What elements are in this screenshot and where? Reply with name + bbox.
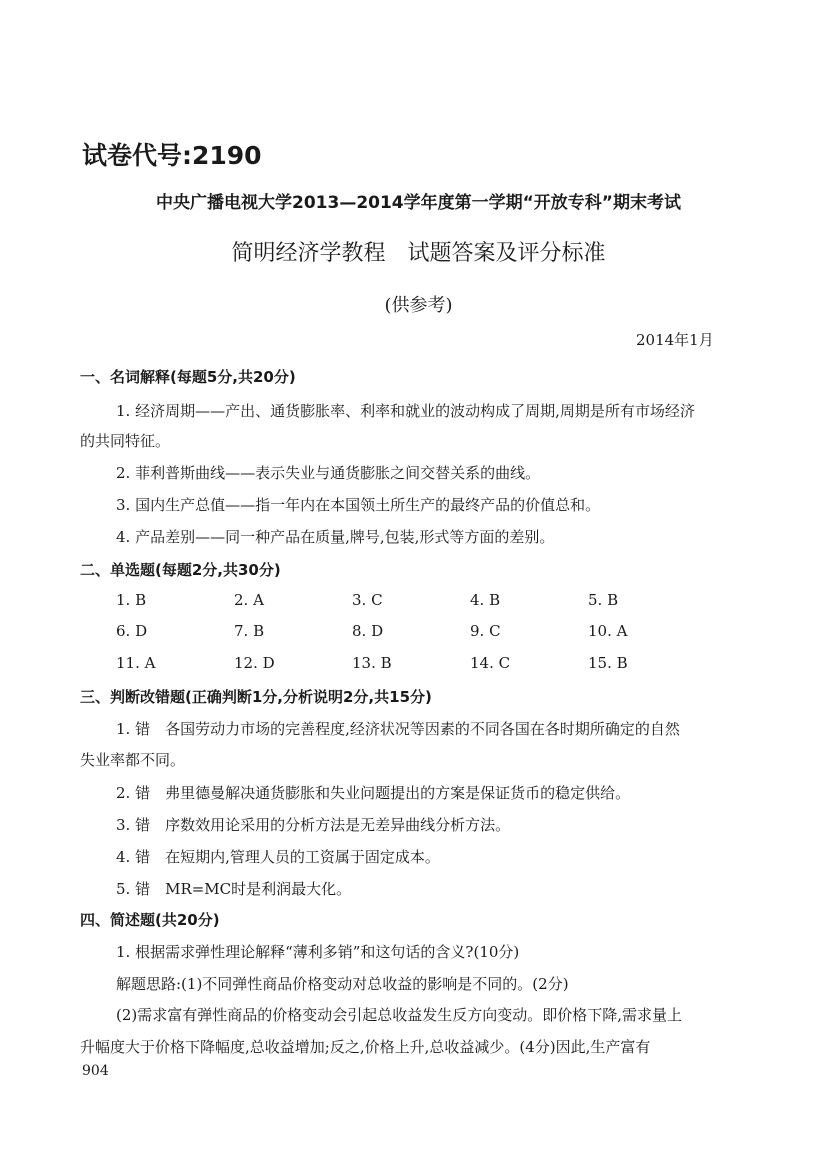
mc-answer: 6. D xyxy=(116,622,148,640)
section-4-line: 升幅度大于价格下降幅度,总收益增加;反之,价格上升,总收益减少。(4分)因此,生产富有 xyxy=(80,1038,651,1056)
mc-answer: 14. C xyxy=(470,654,511,672)
mc-answer: 5. B xyxy=(588,591,619,609)
section-2-heading: 二、单选题(每题2分,共30分) xyxy=(80,561,281,579)
answer-key-title: 试题答案及评分标准 xyxy=(407,241,606,266)
paper-code: 试卷代号:2190 xyxy=(82,141,262,170)
section-1-line: 的共同特征。 xyxy=(80,432,171,450)
document-title xyxy=(0,236,837,267)
course-title: 简明经济学教程 xyxy=(231,241,386,266)
mc-answer: 13. B xyxy=(352,654,392,672)
mc-answer: 3. C xyxy=(352,591,383,609)
section-1-line: 3. 国内生产总值——指一年内在本国领土所生产的最终产品的价值总和。 xyxy=(116,496,601,514)
mc-answer: 11. A xyxy=(116,654,156,672)
mc-answer: 8. D xyxy=(352,622,384,640)
university-exam-line: 中央广播电视大学2013—2014学年度第一学期“开放专科”期末考试 xyxy=(156,193,681,213)
mc-answer: 4. B xyxy=(470,591,501,609)
mc-answer: 1. B xyxy=(116,591,147,609)
section-4-line: 解题思路:(1)不同弹性商品价格变动对总收益的影响是不同的。(2分) xyxy=(116,975,569,993)
mc-answer: 12. D xyxy=(234,654,275,672)
page-number: 904 xyxy=(82,1063,109,1079)
section-1-heading: 一、名词解释(每题5分,共20分) xyxy=(80,368,296,386)
section-3-heading: 三、判断改错题(正确判断1分,分析说明2分,共15分) xyxy=(80,688,432,706)
mc-answer: 10. A xyxy=(588,622,628,640)
section-1-line: 4. 产品差别——同一种产品在质量,牌号,包装,形式等方面的差别。 xyxy=(116,528,555,546)
section-4-line: 1. 根据需求弹性理论解释“薄利多销”和这句话的含义?(10分) xyxy=(116,943,520,961)
section-3-line: 4. 错 在短期内,管理人员的工资属于固定成本。 xyxy=(116,848,440,866)
section-3-line: 3. 错 序数效用论采用的分析方法是无差异曲线分析方法。 xyxy=(116,816,511,834)
section-3-line: 1. 错 各国劳动力市场的完善程度,经济状况等因素的不同各国在各时期所确定的自然 xyxy=(116,720,680,738)
mc-answer: 9. C xyxy=(470,622,501,640)
section-4-heading: 四、简述题(共20分) xyxy=(80,911,220,929)
section-3-line: 失业率都不同。 xyxy=(80,751,186,769)
section-1-line: 1. 经济周期——产出、通货膨胀率、利率和就业的波动构成了周期,周期是所有市场经济 xyxy=(116,402,695,420)
reference-note: (供参考) xyxy=(384,295,453,316)
mc-answer: 15. B xyxy=(588,654,628,672)
mc-answer: 7. B xyxy=(234,622,265,640)
section-4-line: (2)需求富有弹性商品的价格变动会引起总收益发生反方向变动。即价格下降,需求量上 xyxy=(116,1006,683,1024)
section-3-line: 5. 错 MR=MC时是利润最大化。 xyxy=(116,880,352,898)
section-3-line: 2. 错 弗里德曼解决通货膨胀和失业问题提出的方案是保证货币的稳定供给。 xyxy=(116,784,631,802)
exam-date: 2014年1月 xyxy=(636,331,714,349)
mc-answer: 2. A xyxy=(234,591,264,609)
section-1-line: 2. 菲利普斯曲线——表示失业与通货膨胀之间交替关系的曲线。 xyxy=(116,464,541,482)
